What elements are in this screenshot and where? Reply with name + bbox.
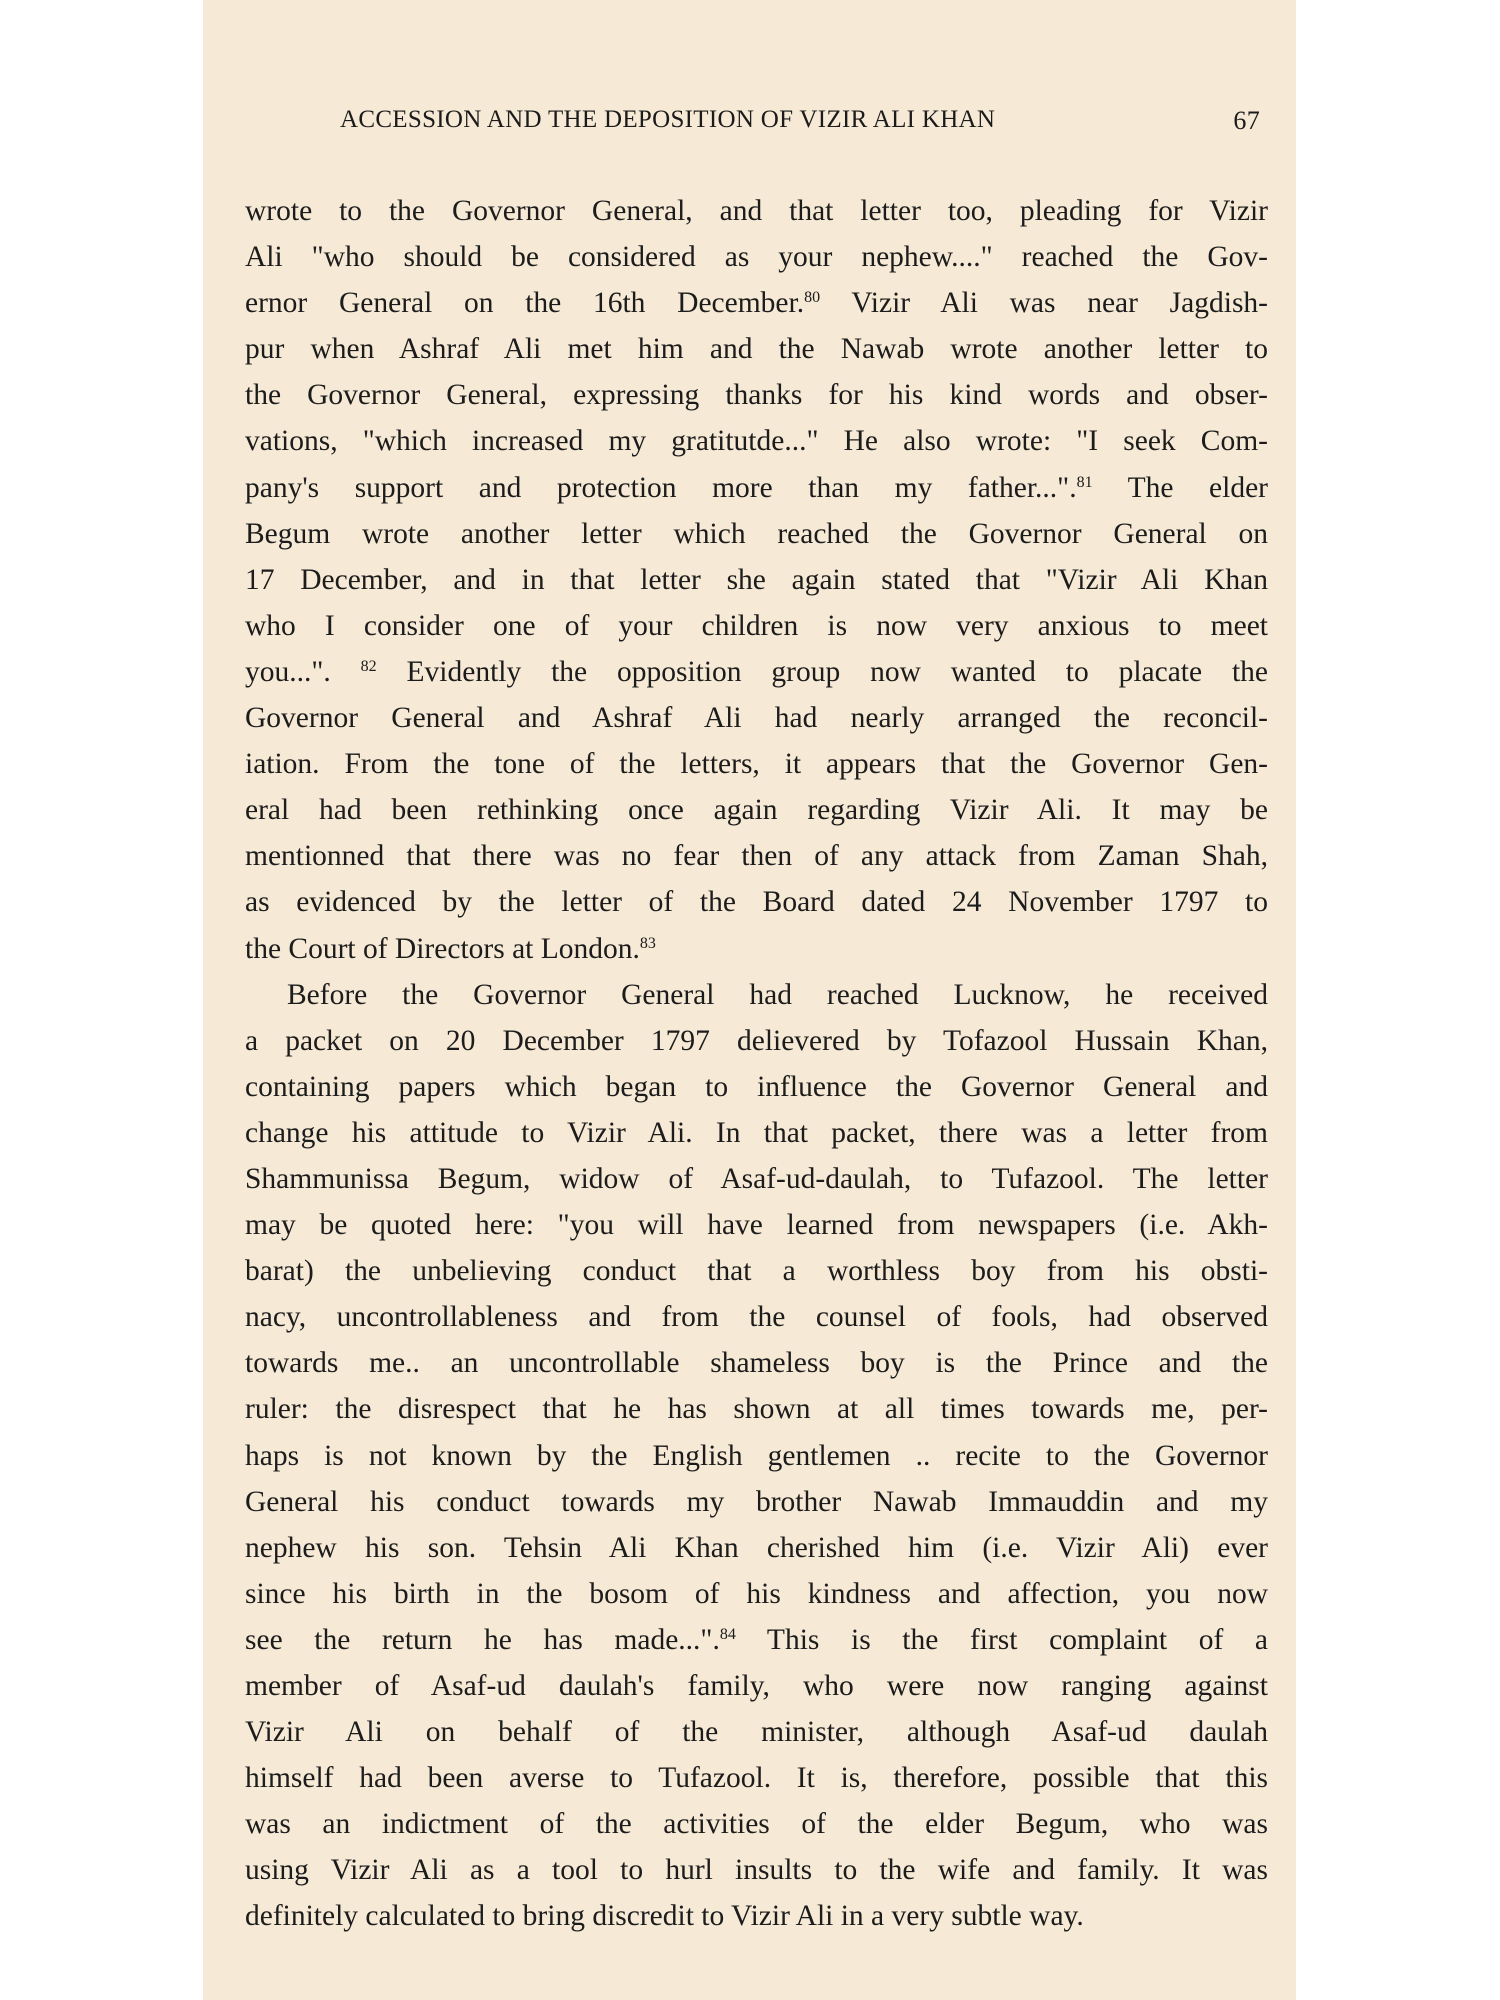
text-line xyxy=(245,833,1268,879)
line-text: the Court of Directors at London. xyxy=(245,932,640,965)
text-line xyxy=(245,741,1268,787)
line-text: you...". xyxy=(245,655,361,688)
footnote-marker: 80 xyxy=(804,289,821,307)
line-text: a packet on 20 December 1797 delievered by Tofazool Hussain Khan, xyxy=(245,1024,1268,1057)
text-line xyxy=(245,465,1268,511)
text-line xyxy=(245,1479,1268,1525)
line-text: pur when Ashraf Ali met him and the Nawab wrote another letter to xyxy=(245,333,1268,366)
line-text-continued: Evidently the opposition group now wanted to placate the xyxy=(376,655,1268,688)
line-text: ernor General on the 16th December. xyxy=(245,287,805,320)
text-line xyxy=(245,1248,1268,1294)
line-text: Before the Governor General had reached Lucknow, he received xyxy=(287,978,1268,1011)
line-text: nephew his son. Tehsin Ali Khan cherished him (i.e. Vizir Ali) ever xyxy=(245,1531,1268,1564)
text-line xyxy=(245,234,1268,280)
line-text: see the return he has made...". xyxy=(245,1623,720,1656)
text-line xyxy=(245,326,1268,372)
line-text: as evidenced by the letter of the Board dated 24 November 1797 to xyxy=(245,886,1268,919)
line-text: iation. From the tone of the letters, it appears that the Governor Gen- xyxy=(245,748,1268,781)
text-line xyxy=(245,1433,1268,1479)
text-line xyxy=(245,1018,1268,1064)
line-text: ruler: the disrespect that he has shown at all times towards me, per- xyxy=(245,1393,1268,1426)
text-line xyxy=(245,1064,1268,1110)
line-text: mentionned that there was no fear then of any attack from Zaman Shah, xyxy=(245,840,1268,873)
line-text: since his birth in the bosom of his kindness and affection, you now xyxy=(245,1577,1268,1610)
text-line xyxy=(245,695,1268,741)
line-text: was an indictment of the activities of the elder Begum, who was xyxy=(245,1808,1268,1841)
line-text: definitely calculated to bring discredit to Vizir Ali in a very subtle way. xyxy=(245,1900,1084,1933)
footnote-marker: 81 xyxy=(1076,473,1093,491)
text-line xyxy=(245,1847,1268,1893)
line-text: member of Asaf-ud daulah's family, who were now ranging against xyxy=(245,1670,1268,1702)
line-text: haps is not known by the English gentlemen .. recite to the Governor xyxy=(245,1439,1268,1472)
footnote-marker: 82 xyxy=(360,657,377,675)
text-line xyxy=(245,1340,1268,1386)
footnote-marker: 84 xyxy=(719,1625,736,1643)
text-line xyxy=(245,1571,1268,1617)
line-text: containing papers which began to influence the Governor General and xyxy=(245,1070,1268,1103)
line-text: may be quoted here: "you will have learned from newspapers (i.e. Akh- xyxy=(245,1209,1268,1242)
text-line xyxy=(245,926,1268,972)
page-number: 67 xyxy=(1233,106,1260,135)
text-line xyxy=(245,372,1268,418)
text-line xyxy=(245,1893,1268,1939)
footnote-marker: 83 xyxy=(639,934,656,952)
line-text-continued: Vizir Ali was near Jagdish- xyxy=(820,287,1268,320)
text-line xyxy=(245,280,1268,326)
text-line xyxy=(245,1386,1268,1432)
line-text: Shammunissa Begum, widow of Asaf-ud-daulah, to Tufazool. The letter xyxy=(245,1162,1268,1195)
line-text: eral had been rethinking once again regarding Vizir Ali. It may be xyxy=(245,794,1268,827)
text-line xyxy=(245,1617,1268,1663)
line-text: change his attitude to Vizir Ali. In that packet, there was a letter from xyxy=(245,1116,1268,1149)
line-text: General his conduct towards my brother Nawab Immauddin and my xyxy=(245,1485,1268,1518)
line-text: towards me.. an uncontrollable shameless boy is the Prince and the xyxy=(245,1347,1268,1380)
line-text: Ali "who should be considered as your nephew...." reached the Gov- xyxy=(245,241,1268,274)
line-text: who I consider one of your children is now very anxious to meet xyxy=(245,609,1268,642)
text-line xyxy=(245,1202,1268,1248)
line-text: pany's support and protection more than my father...". xyxy=(245,471,1077,504)
line-text: the Governor General, expressing thanks for his kind words and obser- xyxy=(245,379,1268,412)
text-line xyxy=(245,879,1268,925)
text-line xyxy=(245,1110,1268,1156)
text-line xyxy=(245,1709,1268,1755)
text-line xyxy=(245,557,1268,603)
line-text: nacy, uncontrollableness and from the counsel of fools, had observed xyxy=(245,1301,1268,1334)
line-text: barat) the unbelieving conduct that a worthless boy from his obsti- xyxy=(245,1255,1268,1288)
chapter-title: ACCESSION AND THE DEPOSITION OF VIZIR ALI KHAN xyxy=(340,106,996,133)
text-line xyxy=(245,972,1268,1018)
text-line xyxy=(245,418,1268,464)
text-line xyxy=(245,1663,1268,1709)
text-line xyxy=(245,1801,1268,1847)
line-text: himself had been averse to Tufazool. It is, therefore, possible that this xyxy=(245,1762,1268,1795)
text-line xyxy=(245,511,1268,557)
text-line xyxy=(245,603,1268,649)
line-text-continued: The elder xyxy=(1092,471,1268,504)
text-line xyxy=(245,1294,1268,1340)
line-text: wrote to the Governor General, and that letter too, pleading for Vizir xyxy=(245,195,1268,227)
text-line xyxy=(245,1755,1268,1801)
line-text: 17 December, and in that letter she again stated that "Vizir Ali Khan xyxy=(245,563,1268,596)
text-line xyxy=(245,649,1268,695)
text-line xyxy=(245,787,1268,833)
line-text: using Vizir Ali as a tool to hurl insults to the wife and family. It was xyxy=(245,1854,1268,1887)
line-text: Governor General and Ashraf Ali had nearly arranged the reconcil- xyxy=(245,702,1268,735)
running-header xyxy=(340,106,1260,146)
line-text: Begum wrote another letter which reached the Governor General on xyxy=(245,517,1268,550)
line-text: Vizir Ali on behalf of the minister, although Asaf-ud daulah xyxy=(245,1716,1268,1749)
text-line xyxy=(245,188,1268,234)
text-line xyxy=(245,1156,1268,1202)
text-line xyxy=(245,1525,1268,1571)
body-text xyxy=(245,188,1268,1940)
line-text-continued: This is the first complaint of a xyxy=(735,1623,1268,1656)
line-text: vations, "which increased my gratitutde..." He also wrote: "I seek Com- xyxy=(245,425,1268,458)
